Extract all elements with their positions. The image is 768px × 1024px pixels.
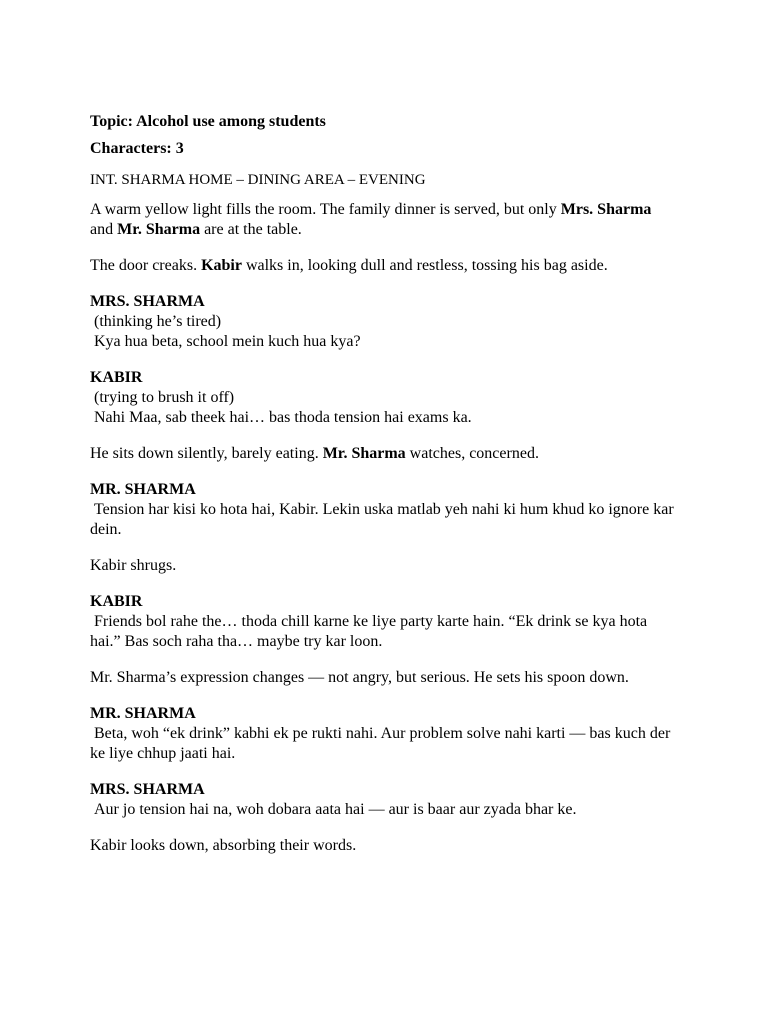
dialogue-block: [90, 480, 678, 540]
parenthetical: (trying to brush it off): [90, 389, 235, 406]
action-paragraph: [90, 200, 678, 240]
action-paragraph: Kabir looks down, absorbing their words.: [90, 837, 357, 854]
action-text: The door creaks.: [90, 257, 202, 274]
dialogue-line: Friends bol rahe the… thoda chill karne ke liye party karte hain. “Ek drink se kya hota hai.” Bas soch raha tha… maybe try kar loon.: [90, 613, 652, 650]
character-name: MRS. SHARMA: [90, 781, 205, 798]
dialogue-line: Kya hua beta, school mein kuch hua kya?: [90, 333, 361, 350]
action-paragraph: [90, 444, 678, 464]
dialogue-block: [90, 592, 678, 652]
dialogue-line: Beta, woh “ek drink” kabhi ek pe rukti nahi. Aur problem solve nahi karti — bas kuch der ke liye chhup jaati hai.: [90, 725, 675, 762]
dialogue-block: [90, 292, 678, 352]
parenthetical: (thinking he’s tired): [90, 313, 222, 330]
character-name: KABIR: [90, 593, 143, 610]
scene-heading: INT. SHARMA HOME – DINING AREA – EVENING: [90, 172, 426, 188]
character-ref: Kabir: [201, 257, 242, 274]
dialogue-block: [90, 704, 678, 764]
action-paragraph: Kabir shrugs.: [90, 557, 177, 574]
topic-heading: Topic: Alcohol use among students: [90, 113, 326, 130]
character-name: KABIR: [90, 369, 143, 386]
characters-heading: Characters: 3: [90, 140, 184, 157]
dialogue-block: [90, 780, 678, 820]
action-text: watches, concerned.: [405, 445, 539, 462]
character-ref: Mr. Sharma: [322, 445, 406, 462]
character-name: MR. SHARMA: [90, 705, 196, 722]
dialogue-block: [90, 368, 678, 428]
dialogue-line: Tension har kisi ko hota hai, Kabir. Lekin uska matlab yeh nahi ki hum khud ko ignore kar dein.: [90, 501, 678, 538]
action-text: and: [90, 221, 118, 238]
dialogue-line: Nahi Maa, sab theek hai… bas thoda tension hai exams ka.: [90, 409, 472, 426]
dialogue-line: Aur jo tension hai na, woh dobara aata hai — aur is baar aur zyada bhar ke.: [90, 801, 577, 818]
character-ref: Mr. Sharma: [117, 221, 201, 238]
character-name: MR. SHARMA: [90, 481, 196, 498]
action-text: are at the table.: [200, 221, 302, 238]
action-text: A warm yellow light fills the room. The family dinner is served, but only: [90, 201, 561, 218]
action-text: He sits down silently, barely eating.: [90, 445, 323, 462]
action-paragraph: Mr. Sharma’s expression changes — not angry, but serious. He sets his spoon down.: [90, 669, 629, 686]
action-text: walks in, looking dull and restless, tossing his bag aside.: [241, 257, 608, 274]
action-paragraph: [90, 256, 678, 276]
character-ref: Mrs. Sharma: [560, 201, 652, 218]
character-name: MRS. SHARMA: [90, 293, 205, 310]
